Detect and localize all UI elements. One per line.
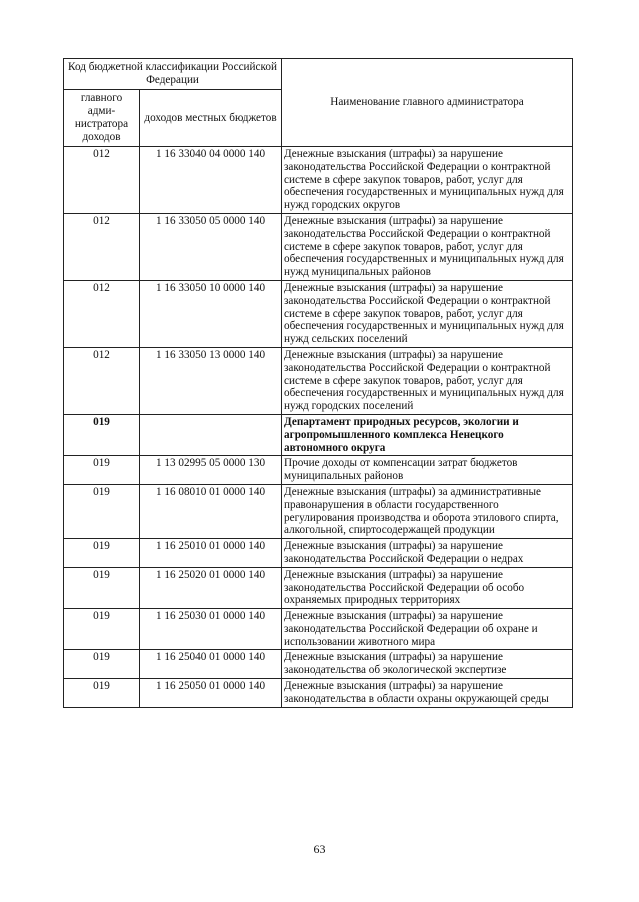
table-row — [64, 679, 573, 708]
header-admin-name: Наименование главного администратора — [282, 59, 573, 147]
admin-code-cell: 019 — [64, 679, 140, 708]
table-header-row-1 — [64, 59, 573, 90]
budget-code-cell: 1 16 25010 01 0000 140 — [140, 539, 282, 568]
administrator-name-cell: Департамент природных ресурсов, экологии и агропромышленного комплекса Ненецкого автономного округа — [282, 414, 573, 455]
table-row — [64, 414, 573, 455]
header-main-admin: главного адми- нистратора доходов — [64, 90, 140, 147]
table-row — [64, 484, 573, 538]
admin-code-cell: 012 — [64, 347, 140, 414]
budget-code-cell — [140, 414, 282, 455]
administrator-name-cell: Денежные взыскания (штрафы) за нарушение законодательства Российской Федерации о контрактной системе в сфере закупок товаров, работ, услуг для обеспечения государственных и муниципальных нужд для нужд городских округов — [282, 147, 573, 214]
admin-code-cell: 019 — [64, 484, 140, 538]
table-row — [64, 347, 573, 414]
budget-code-cell: 1 16 25030 01 0000 140 — [140, 609, 282, 650]
admin-code-cell: 019 — [64, 414, 140, 455]
budget-code-cell: 1 16 33050 13 0000 140 — [140, 347, 282, 414]
admin-code-cell: 019 — [64, 567, 140, 608]
administrator-name-cell: Денежные взыскания (штрафы) за нарушение законодательства Российской Федерации о контрактной системе в сфере закупок товаров, работ, услуг для обеспечения государственных и муниципальных нужд для нужд городских поселений — [282, 347, 573, 414]
admin-code-cell: 019 — [64, 456, 140, 485]
budget-code-cell: 1 16 33050 10 0000 140 — [140, 280, 282, 347]
administrator-name-cell: Денежные взыскания (штрафы) за нарушение законодательства Российской Федерации о недрах — [282, 539, 573, 568]
budget-code-cell: 1 16 33050 05 0000 140 — [140, 213, 282, 280]
admin-code-cell: 012 — [64, 147, 140, 214]
budget-code-cell: 1 16 25040 01 0000 140 — [140, 650, 282, 679]
header-group-title: Код бюджетной классификации Российской Федерации — [64, 59, 282, 90]
administrator-name-cell: Денежные взыскания (штрафы) за нарушение законодательства Российской Федерации об охране и использовании животного мира — [282, 609, 573, 650]
administrator-name-cell: Прочие доходы от компенсации затрат бюджетов муниципальных районов — [282, 456, 573, 485]
administrator-name-cell: Денежные взыскания (штрафы) за административные правонарушения в области государственного регулирования производства и оборота этилового спирта, алкогольной, спиртосодержащей продукции — [282, 484, 573, 538]
header-local-budget: доходов местных бюджетов — [140, 90, 282, 147]
table-row — [64, 567, 573, 608]
admin-code-cell: 019 — [64, 539, 140, 568]
table-row — [64, 280, 573, 347]
table-row — [64, 147, 573, 214]
budget-classification-table — [63, 58, 573, 708]
admin-code-cell: 019 — [64, 609, 140, 650]
administrator-name-cell: Денежные взыскания (штрафы) за нарушение законодательства в области охраны окружающей среды — [282, 679, 573, 708]
table-body — [64, 147, 573, 708]
budget-code-cell: 1 13 02995 05 0000 130 — [140, 456, 282, 485]
table-row — [64, 213, 573, 280]
table-row — [64, 609, 573, 650]
budget-code-cell: 1 16 08010 01 0000 140 — [140, 484, 282, 538]
budget-code-cell: 1 16 25050 01 0000 140 — [140, 679, 282, 708]
administrator-name-cell: Денежные взыскания (штрафы) за нарушение законодательства Российской Федерации об особо охраняемых природных территориях — [282, 567, 573, 608]
page-number: 63 — [313, 842, 326, 856]
budget-code-cell: 1 16 33040 04 0000 140 — [140, 147, 282, 214]
admin-code-cell: 012 — [64, 280, 140, 347]
administrator-name-cell: Денежные взыскания (штрафы) за нарушение законодательства Российской Федерации о контрактной системе в сфере закупок товаров, работ, услуг для обеспечения государственных и муниципальных нужд для нужд сельских поселений — [282, 280, 573, 347]
administrator-name-cell: Денежные взыскания (штрафы) за нарушение законодательства об экологической экспертизе — [282, 650, 573, 679]
budget-code-cell: 1 16 25020 01 0000 140 — [140, 567, 282, 608]
table-row — [64, 539, 573, 568]
admin-code-cell: 019 — [64, 650, 140, 679]
admin-code-cell: 012 — [64, 213, 140, 280]
table-row — [64, 650, 573, 679]
table-row — [64, 456, 573, 485]
administrator-name-cell: Денежные взыскания (штрафы) за нарушение законодательства Российской Федерации о контрактной системе в сфере закупок товаров, работ, услуг для обеспечения государственных и муниципальных нужд для нужд муниципальных районов — [282, 213, 573, 280]
